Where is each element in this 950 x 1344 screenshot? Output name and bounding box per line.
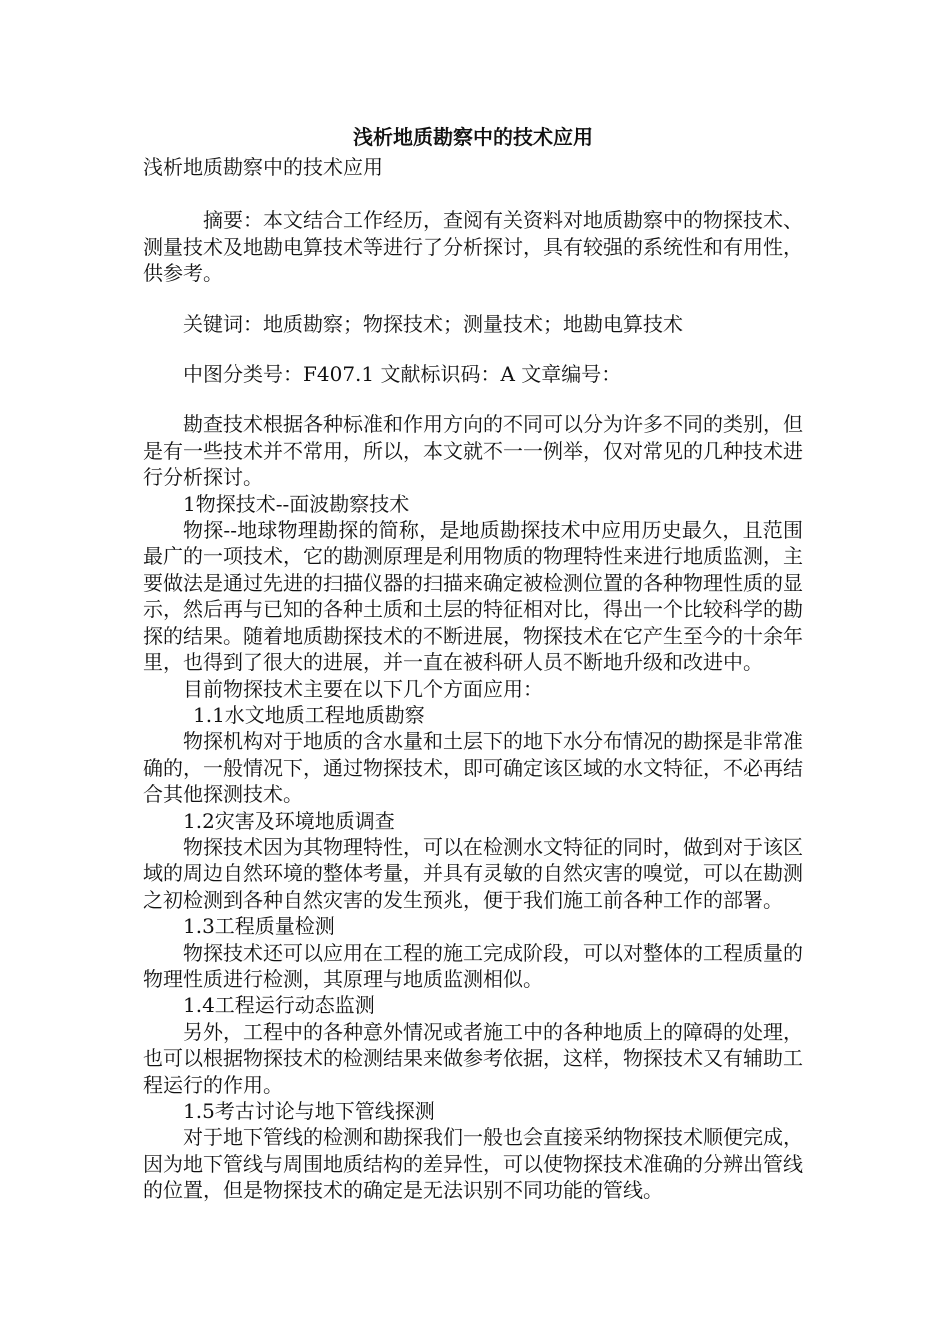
section-1-5-body: 对于地下管线的检测和勘探我们一般也会直接采纳物探技术顺便完成，因为地下管线与周围地质结构的差异性，可以使物探技术准确的分辨出管线的位置，但是物探技术的确定是无法识别不同功能的管线。	[143, 1125, 803, 1203]
section-1-2-body: 物探技术因为其物理特性，可以在检测水文特征的同时，做到对于该区域的周边自然环境的整体考量，并具有灵敏的自然灾害的嗅觉，可以在勘测之初检测到各种自然灾害的发生预兆，便于我们施工前各种工作的部署。	[143, 834, 803, 912]
section-1-1-heading: 1.1水文地质工程地质勘察	[193, 702, 425, 727]
section-1-paragraph-2: 目前物探技术主要在以下几个方面应用：	[183, 676, 543, 701]
section-1-4-body: 另外，工程中的各种意外情况或者施工中的各种地质上的障碍的处理，也可以根据物探技术的检测结果来做参考依据，这样，物探技术又有辅助工程运行的作用。	[143, 1019, 803, 1097]
section-1-paragraph-1: 物探--地球物理勘探的简称，是地质勘探技术中应用历史最久，且范围最广的一项技术，它的勘测原理是利用物质的物理特性来进行地质监测，主要做法是通过先进的扫描仪器的扫描来确定被检测位置的各种物理性质的显示，然后再与已知的各种土质和土层的特征相对比，得出一个比较科学的勘探的结果。随着地质勘探技术的不断进展，物探技术在它产生至今的十余年里，也得到了很大的进展，并一直在被科研人员不断地升级和改进中。	[143, 518, 803, 675]
abstract-paragraph: 摘要：本文结合工作经历，查阅有关资料对地质勘察中的物探技术、测量技术及地勘电算技术等进行了分析探讨，具有较强的系统性和有用性，供参考。	[143, 208, 803, 286]
section-1-1-body: 物探机构对于地质的含水量和土层下的地下水分布情况的勘探是非常准确的，一般情况下，通过物探技术，即可确定该区域的水文特征，不必再结合其他探测技术。	[143, 729, 803, 807]
document-subtitle: 浅析地质勘察中的技术应用	[143, 155, 383, 179]
section-1-3-body: 物探技术还可以应用在工程的施工完成阶段，可以对整体的工程质量的物理性质进行检测，其原理与地质监测相似。	[143, 940, 803, 991]
section-1-2-heading: 1.2灾害及环境地质调查	[183, 808, 395, 833]
section-1-4-heading: 1.4工程运行动态监测	[183, 993, 375, 1018]
document-title: 浅析地质勘察中的技术应用	[353, 125, 593, 149]
section-1-3-heading: 1.3工程质量检测	[183, 914, 335, 939]
classification-paragraph: 中图分类号：F407.1 文献标识码：A 文章编号：	[183, 362, 622, 387]
document-body	[143, 122, 803, 1204]
section-1-5-heading: 1.5考古讨论与地下管线探测	[183, 1099, 435, 1123]
intro-paragraph: 勘查技术根据各种标准和作用方向的不同可以分为许多不同的类别，但是有一些技术并不常用，所以，本文就不一一例举，仅对常见的几种技术进行分析探讨。	[143, 412, 803, 490]
section-1-heading: 1物探技术--面波勘察技术	[183, 491, 410, 516]
keywords-paragraph: 关键词：地质勘察；物探技术；测量技术；地勘电算技术	[183, 311, 683, 336]
